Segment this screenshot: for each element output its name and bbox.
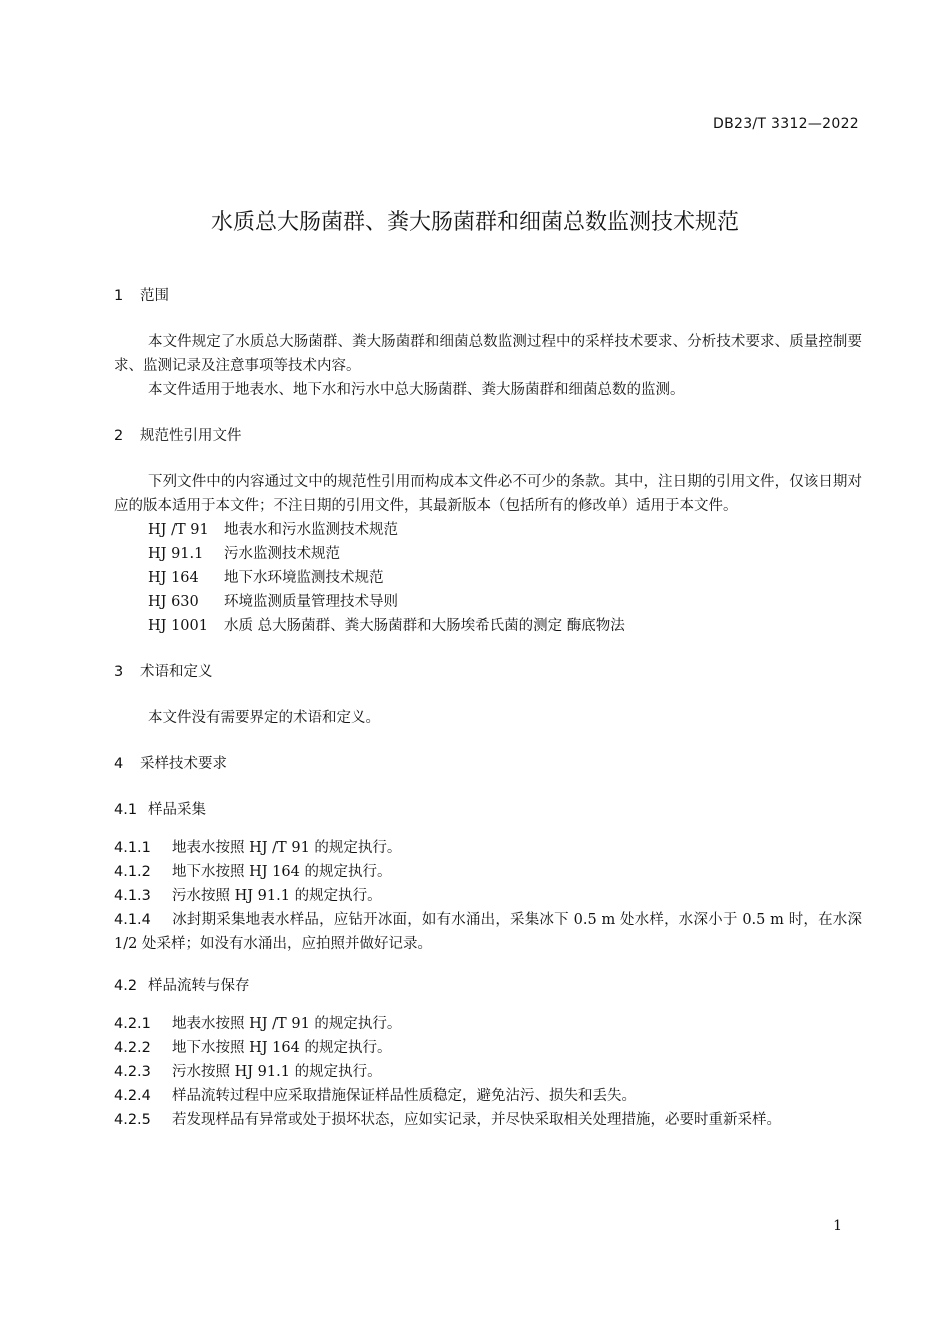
section-heading-sampling [114,752,862,776]
scope-paragraph-2: 本文件适用于地表水、地下水和污水中总大肠菌群、粪大肠菌群和细菌总数的监测。 [148,382,685,398]
reference-code: HJ 164 [148,570,199,586]
clause-text: 样品流转过程中应采取措施保证样品性质稳定，避免沾污、损失和丢失。 [172,1088,636,1104]
clause-number: 4.2.2 [114,1040,151,1056]
subsection-title: 样品采集 [148,802,206,818]
references-intro-paragraph: 下列文件中的内容通过文中的规范性引用而构成本文件必不可少的条款。其中，注日期的引用文件，仅该日期对应的版本适用于本文件；不注日期的引用文件，其最新版本（包括所有的修改单）适用于本文件。 [114,474,862,514]
reference-code: HJ 91.1 [148,546,204,562]
section-heading-normative-references [114,424,862,448]
scope-paragraph-1: 本文件规定了水质总大肠菌群、粪大肠菌群和细菌总数监测过程中的采样技术要求、分析技术要求、质量控制要求、监测记录及注意事项等技术内容。 [114,334,862,374]
clause-item [114,1108,862,1132]
section-title: 采样技术要求 [140,756,227,772]
clause-item [114,836,862,860]
subsection-heading-sample-collection [114,798,862,822]
document-title: 水质总大肠菌群、粪大肠菌群和细菌总数监测技术规范 [210,210,739,235]
page-number: 1 [833,1218,842,1234]
clause-item [114,884,862,908]
subsection-title: 样品流转与保存 [148,978,250,994]
section-number: 2 [114,428,124,444]
reference-item [114,542,862,566]
reference-code: HJ 1001 [148,618,208,634]
reference-item [114,614,862,638]
clause-text: 地下水按照 HJ 164 的规定执行。 [172,1040,392,1056]
terms-paragraph: 本文件没有需要界定的术语和定义。 [148,710,380,726]
subsection-heading-sample-transfer [114,974,862,998]
clause-item [114,1084,862,1108]
clause-number: 4.1.3 [114,888,151,904]
reference-code: HJ 630 [148,594,199,610]
clause-text: 若发现样品有异常或处于损坏状态，应如实记录，并尽快采取相关处理措施，必要时重新采样。 [172,1112,781,1128]
section-number: 1 [114,288,124,304]
clause-item [114,908,862,956]
clause-number: 4.2.1 [114,1016,151,1032]
standard-code: DB23/T 3312—2022 [713,116,859,132]
reference-item [114,518,862,542]
section-heading-scope [114,284,862,308]
section-heading-terms [114,660,862,684]
clause-item [114,1012,862,1036]
subsection-number: 4.2 [114,978,138,994]
reference-name: 水质 总大肠菌群、粪大肠菌群和大肠埃希氏菌的测定 酶底物法 [224,618,625,634]
reference-item [114,590,862,614]
section-title: 术语和定义 [140,664,213,680]
subsection-number: 4.1 [114,802,138,818]
clause-text: 地下水按照 HJ 164 的规定执行。 [172,864,392,880]
reference-name: 环境监测质量管理技术导则 [224,594,398,610]
clause-text: 地表水按照 HJ /T 91 的规定执行。 [172,1016,402,1032]
reference-name: 地下水环境监测技术规范 [224,570,384,586]
reference-item [114,566,862,590]
reference-code: HJ /T 91 [148,522,209,538]
reference-name: 污水监测技术规范 [224,546,340,562]
clause-item [114,860,862,884]
clause-number: 4.1.1 [114,840,151,856]
clause-number: 4.2.4 [114,1088,151,1104]
clause-text: 污水按照 HJ 91.1 的规定执行。 [172,888,382,904]
reference-name: 地表水和污水监测技术规范 [224,522,398,538]
clause-number: 4.1.2 [114,864,151,880]
section-title: 规范性引用文件 [140,428,242,444]
clause-text: 冰封期采集地表水样品，应钻开冰面，如有水涌出，采集冰下 0.5 m 处水样，水深小于 0.5 m 时，在水深 1/2 处采样；如没有水涌出，应拍照并做好记录。 [114,912,862,952]
clause-text: 地表水按照 HJ /T 91 的规定执行。 [172,840,402,856]
clause-number: 4.1.4 [114,912,151,928]
section-title: 范围 [140,288,169,304]
clause-item [114,1060,862,1084]
section-number: 4 [114,756,124,772]
section-number: 3 [114,664,124,680]
clause-number: 4.2.3 [114,1064,151,1080]
document-body [114,284,862,1132]
clause-text: 污水按照 HJ 91.1 的规定执行。 [172,1064,382,1080]
clause-number: 4.2.5 [114,1112,151,1128]
clause-item [114,1036,862,1060]
